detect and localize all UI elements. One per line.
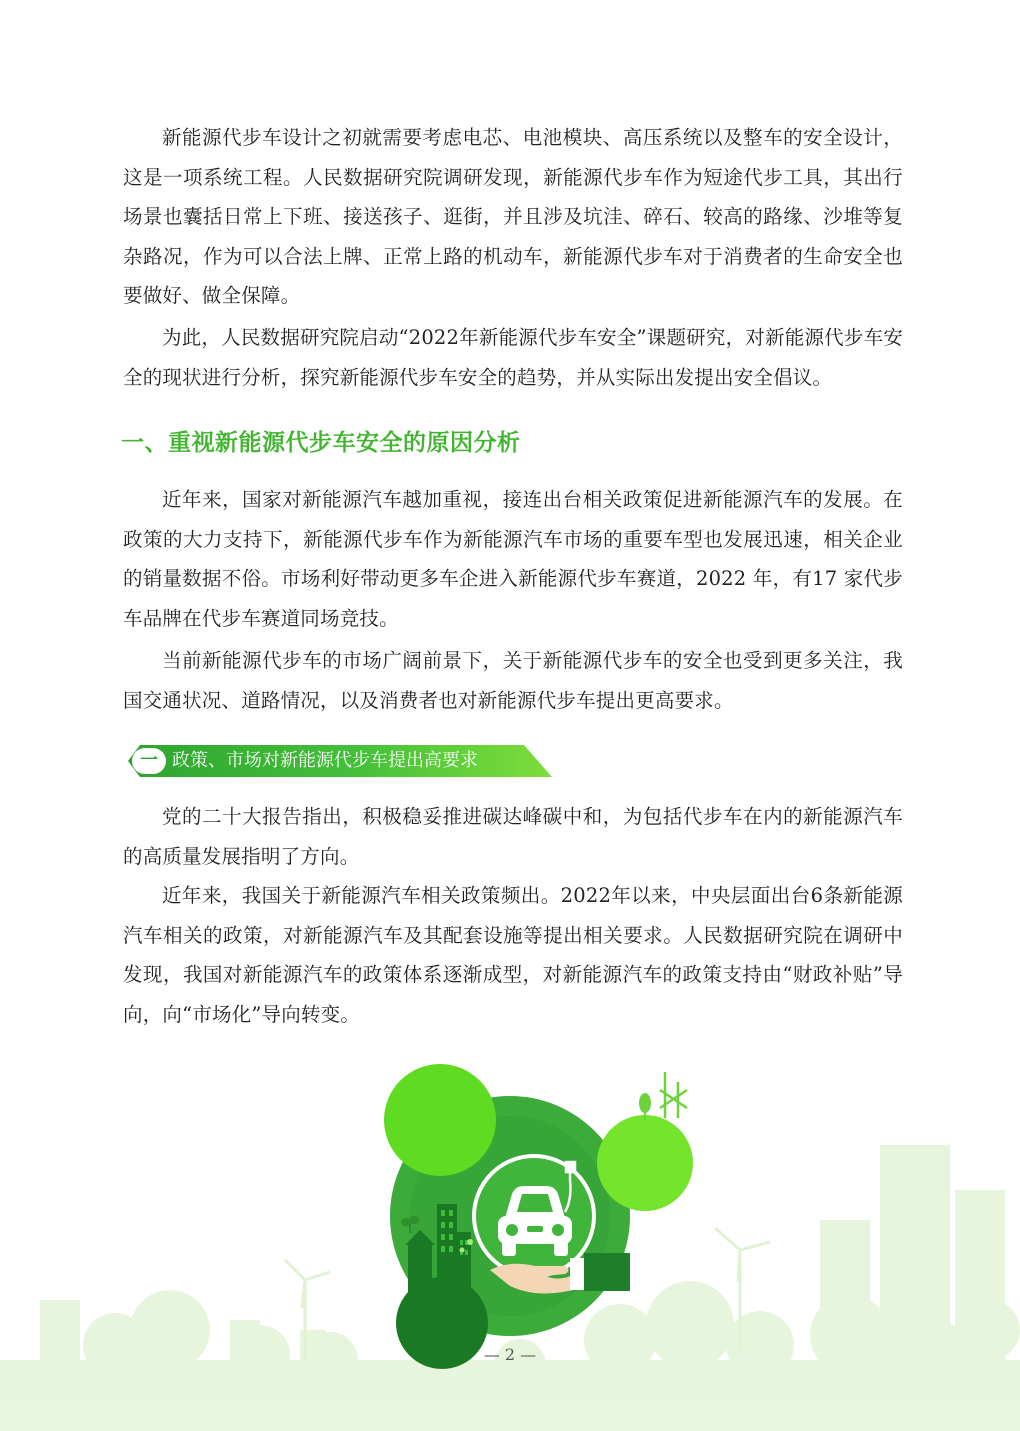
subsection-banner [128, 745, 552, 777]
green-car-illustration [0, 1060, 1020, 1431]
wind-turbine-icon [660, 1072, 687, 1118]
section-heading: 一、重视新能源代步车安全的原因分析 [121, 430, 521, 456]
paragraph-intro: 新能源代步车设计之初就需要考虑电芯、电池模块、高压系统以及整车的安全设计，这是一项系统工程。人民数据研究院调研发现，新能源代步车作为短途代步工具，其出行场景也囊括日常上下班、接送孩子、逛街，并且涉及坑洼、碎石、较高的路缘、沙堆等复杂路况，作为可以合法上牌、正常上路的机动车，新能源代步车对于消费者的生命安全也要做好、做全保障。 [123, 126, 903, 307]
page-number: — 2 — [483, 1345, 537, 1364]
paragraph-market-prospect: 当前新能源代步车的市场广阔前景下，关于新能源代步车的安全也受到更多关注，我国交通状况、道路情况，以及消费者也对新能源代步车提出更高要求。 [123, 649, 903, 712]
subsection-number: 一 [140, 750, 158, 771]
paragraph-policy-support: 近年来，国家对新能源汽车越加重视，接连出台相关政策促进新能源汽车的发展。在政策的大力支持下，新能源代步车作为新能源汽车市场的重要车型也发展迅速，相关企业的销量数据不俗。市场利好带动更多车企进入新能源代步车赛道，2022 年，有17 家代步车品牌在代步车赛道同场竞技。 [123, 488, 903, 630]
subsection-number-badge [132, 748, 166, 774]
light-green-circle [597, 1115, 693, 1211]
bright-green-circle [384, 1064, 496, 1176]
paragraph-policy-shift: 近年来，我国关于新能源汽车相关政策频出。2022年以来，中央层面出台6条新能源汽车相关的政策，对新能源汽车及其配套设施等提出相关要求。人民数据研究院在调研中发现，我国对新能源汽车的政策体系逐渐成型，对新能源汽车的政策支持由“财政补贴”导向，向“市场化”导向转变。 [123, 884, 903, 1026]
paragraph-research: 为此，人民数据研究院启动“2022年新能源代步车安全”课题研究，对新能源代步车安全的现状进行分析，探究新能源代步车安全的趋势，并从实际出发提出安全倡议。 [123, 326, 903, 389]
subsection-title: 政策、市场对新能源代步车提出高要求 [172, 750, 478, 771]
paragraph-congress-report: 党的二十大报告指出，积极稳妥推进碳达峰碳中和，为包括代步车在内的新能源汽车的高质量发展指明了方向。 [123, 805, 903, 868]
